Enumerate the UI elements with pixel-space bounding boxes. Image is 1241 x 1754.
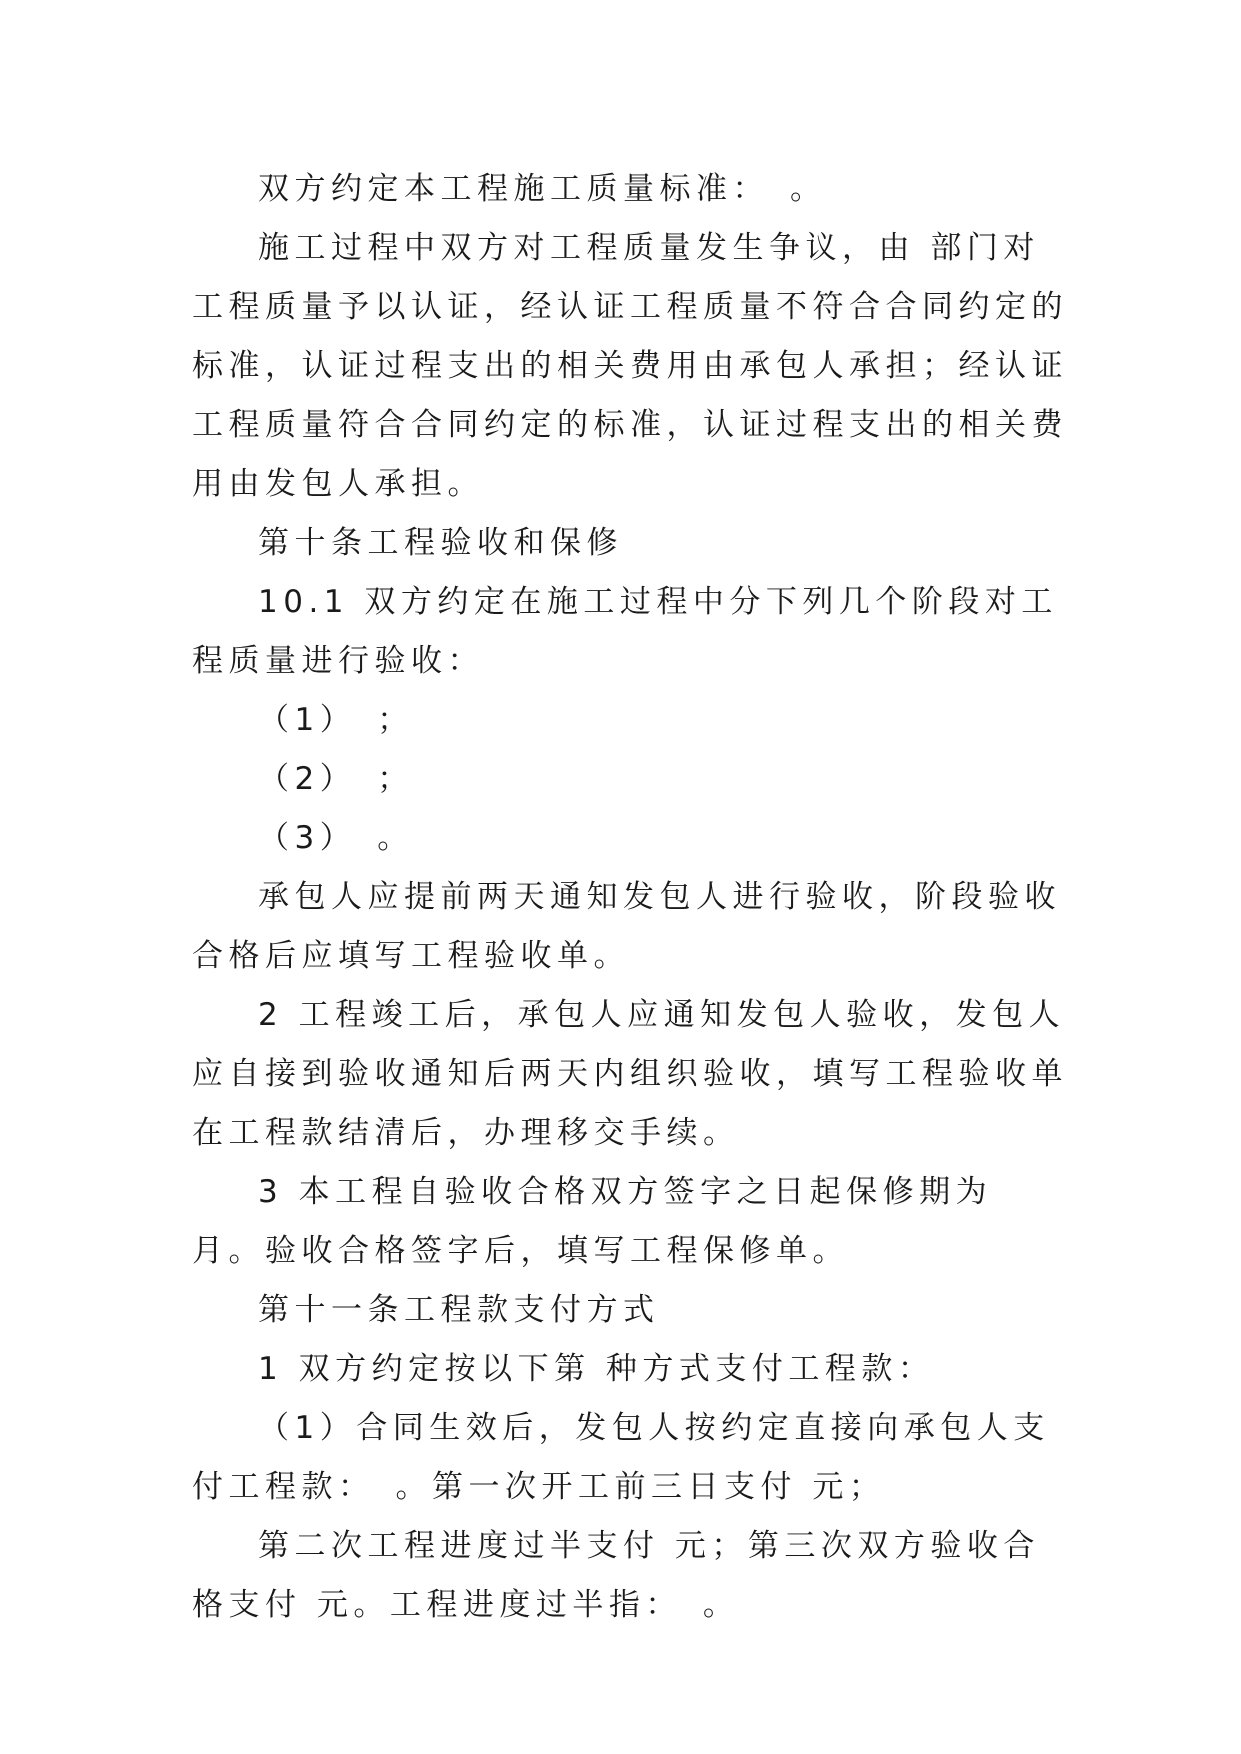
- paragraph-quality-standard: 双方约定本工程施工质量标准： 。: [258, 171, 827, 207]
- list-item-2: （2） ；: [258, 761, 414, 797]
- paragraph-payment-option-1: （1）合同生效后，发包人按约定直接向承包人支付工程款： 。第一次开工前三日支付 元；: [192, 1410, 1050, 1505]
- paragraph-stage-acceptance: 承包人应提前两天通知发包人进行验收，阶段验收合格后应填写工程验收单。: [192, 879, 1061, 974]
- paragraph-10-1: 10.1 双方约定在施工过程中分下列几个阶段对工程质量进行验收：: [192, 584, 1058, 679]
- section-heading-article-10: 第十条工程验收和保修: [258, 525, 623, 561]
- paragraph-quality-dispute: 施工过程中双方对工程质量发生争议，由 部门对工程质量予以认证，经认证工程质量不符合合同约定的标准，认证过程支出的相关费用由承包人承担；经认证工程质量符合合同约定的标准，认证过程支出的相关费用由发包人承担。: [192, 230, 1068, 502]
- list-item-1: （1） ；: [258, 702, 414, 738]
- paragraph-payment-method: 1 双方约定按以下第 种方式支付工程款：: [258, 1351, 935, 1387]
- section-heading-article-11: 第十一条工程款支付方式: [258, 1292, 660, 1328]
- document-body: [192, 160, 1072, 1635]
- list-item-3: （3） 。: [258, 820, 414, 856]
- paragraph-completion-acceptance: 2 工程竣工后，承包人应通知发包人验收，发包人应自接到验收通知后两天内组织验收，填写工程验收单在工程款结清后，办理移交手续。: [192, 997, 1068, 1151]
- paragraph-warranty-period: 3 本工程自验收合格双方签字之日起保修期为 月。验收合格签字后，填写工程保修单。: [192, 1174, 993, 1269]
- paragraph-payment-installments: 第二次工程进度过半支付 元；第三次双方验收合格支付 元。工程进度过半指： 。: [192, 1528, 1040, 1623]
